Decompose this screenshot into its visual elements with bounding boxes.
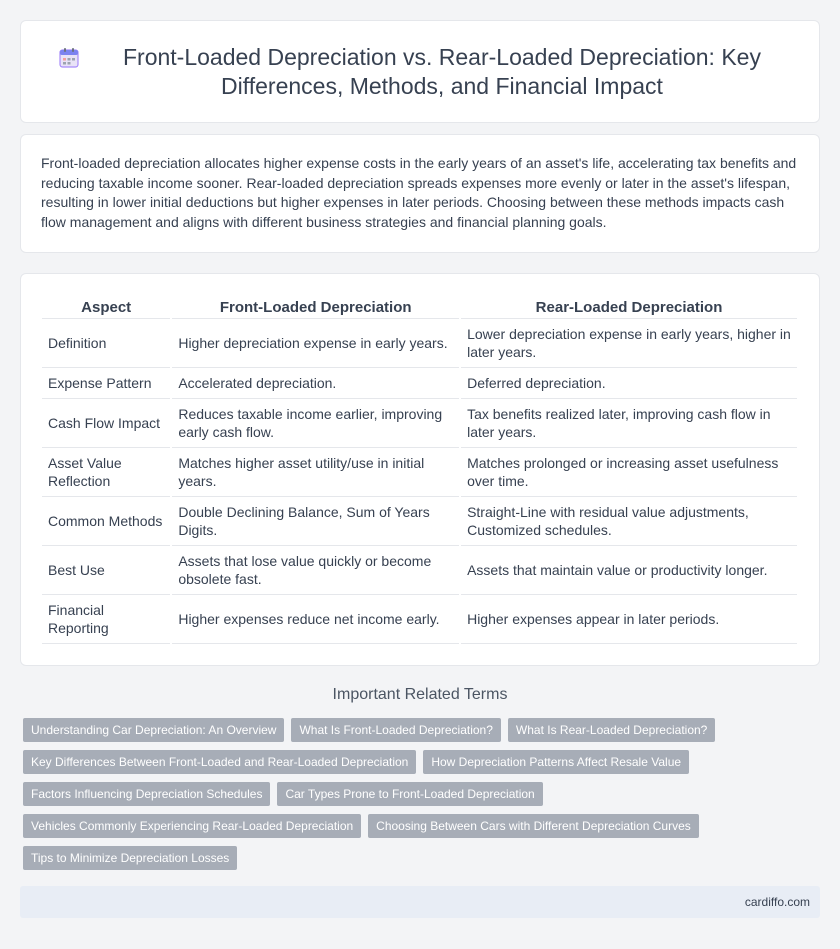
table-cell: Straight-Line with residual value adjustments, Customized schedules. [461,497,797,546]
table-header-row [42,294,797,319]
table-cell: Best Use [42,546,170,595]
table-row [42,546,797,595]
related-term-tag[interactable]: Factors Influencing Depreciation Schedules [23,782,270,806]
page-title: Front-Loaded Depreciation vs. Rear-Loaded Depreciation: Key Differences, Methods, and Financial Impact [123,43,761,99]
related-term-tag[interactable]: Tips to Minimize Depreciation Losses [23,846,237,870]
table-row [42,399,797,448]
table-cell: Matches prolonged or increasing asset usefulness over time. [461,448,797,497]
table-cell: Assets that maintain value or productivity longer. [461,546,797,595]
table-cell: Common Methods [42,497,170,546]
related-terms-list [23,718,813,870]
table-cell: Deferred depreciation. [461,368,797,399]
intro-card [20,134,820,253]
table-row [42,497,797,546]
table-cell: Cash Flow Impact [42,399,170,448]
related-term-tag[interactable]: Choosing Between Cars with Different Depreciation Curves [368,814,699,838]
table-cell: Reduces taxable income earlier, improving early cash flow. [172,399,459,448]
column-header-front-loaded: Front-Loaded Depreciation [172,294,459,319]
related-term-tag[interactable]: What Is Front-Loaded Depreciation? [291,718,500,742]
column-header-rear-loaded: Rear-Loaded Depreciation [461,294,797,319]
calendar-icon [58,47,80,69]
comparison-table-card [20,273,820,666]
related-term-tag[interactable]: How Depreciation Patterns Affect Resale Value [423,750,689,774]
related-term-tag[interactable]: Car Types Prone to Front-Loaded Depreciation [277,782,542,806]
related-term-tag[interactable]: Key Differences Between Front-Loaded and Rear-Loaded Depreciation [23,750,416,774]
related-term-tag[interactable]: Vehicles Commonly Experiencing Rear-Loaded Depreciation [23,814,361,838]
related-term-tag[interactable]: Understanding Car Depreciation: An Overview [23,718,284,742]
related-term-tag[interactable]: What Is Rear-Loaded Depreciation? [508,718,715,742]
footer-site-name[interactable]: cardiffo.com [744,895,810,909]
related-terms-title: Important Related Terms [332,686,508,703]
header-card [20,20,820,123]
table-cell: Higher depreciation expense in early years. [172,319,459,368]
table-cell: Matches higher asset utility/use in initial years. [172,448,459,497]
table-cell: Asset Value Reflection [42,448,170,497]
table-cell: Assets that lose value quickly or become obsolete fast. [172,546,459,595]
table-row [42,319,797,368]
table-row [42,595,797,644]
comparison-table [40,294,799,644]
footer [20,886,820,918]
table-cell: Higher expenses reduce net income early. [172,595,459,644]
table-cell: Tax benefits realized later, improving cash flow in later years. [461,399,797,448]
intro-paragraph: Front-loaded depreciation allocates higher expense costs in the early years of an asset's life, accelerating tax benefits and reducing taxable income sooner. Rear-loaded depreciation spreads expenses more evenly or later in the asset's lifespan, resulting in lower initial deductions but higher expenses in later periods. Choosing between these methods impacts cash flow management and aligns with different business strategies and financial planning goals. [41,155,797,230]
table-cell: Expense Pattern [42,368,170,399]
table-cell: Double Declining Balance, Sum of Years Digits. [172,497,459,546]
table-cell: Higher expenses appear in later periods. [461,595,797,644]
table-cell: Accelerated depreciation. [172,368,459,399]
table-row [42,448,797,497]
table-row [42,368,797,399]
table-cell: Definition [42,319,170,368]
table-cell: Financial Reporting [42,595,170,644]
column-header-aspect: Aspect [42,294,170,319]
table-cell: Lower depreciation expense in early years, higher in later years. [461,319,797,368]
